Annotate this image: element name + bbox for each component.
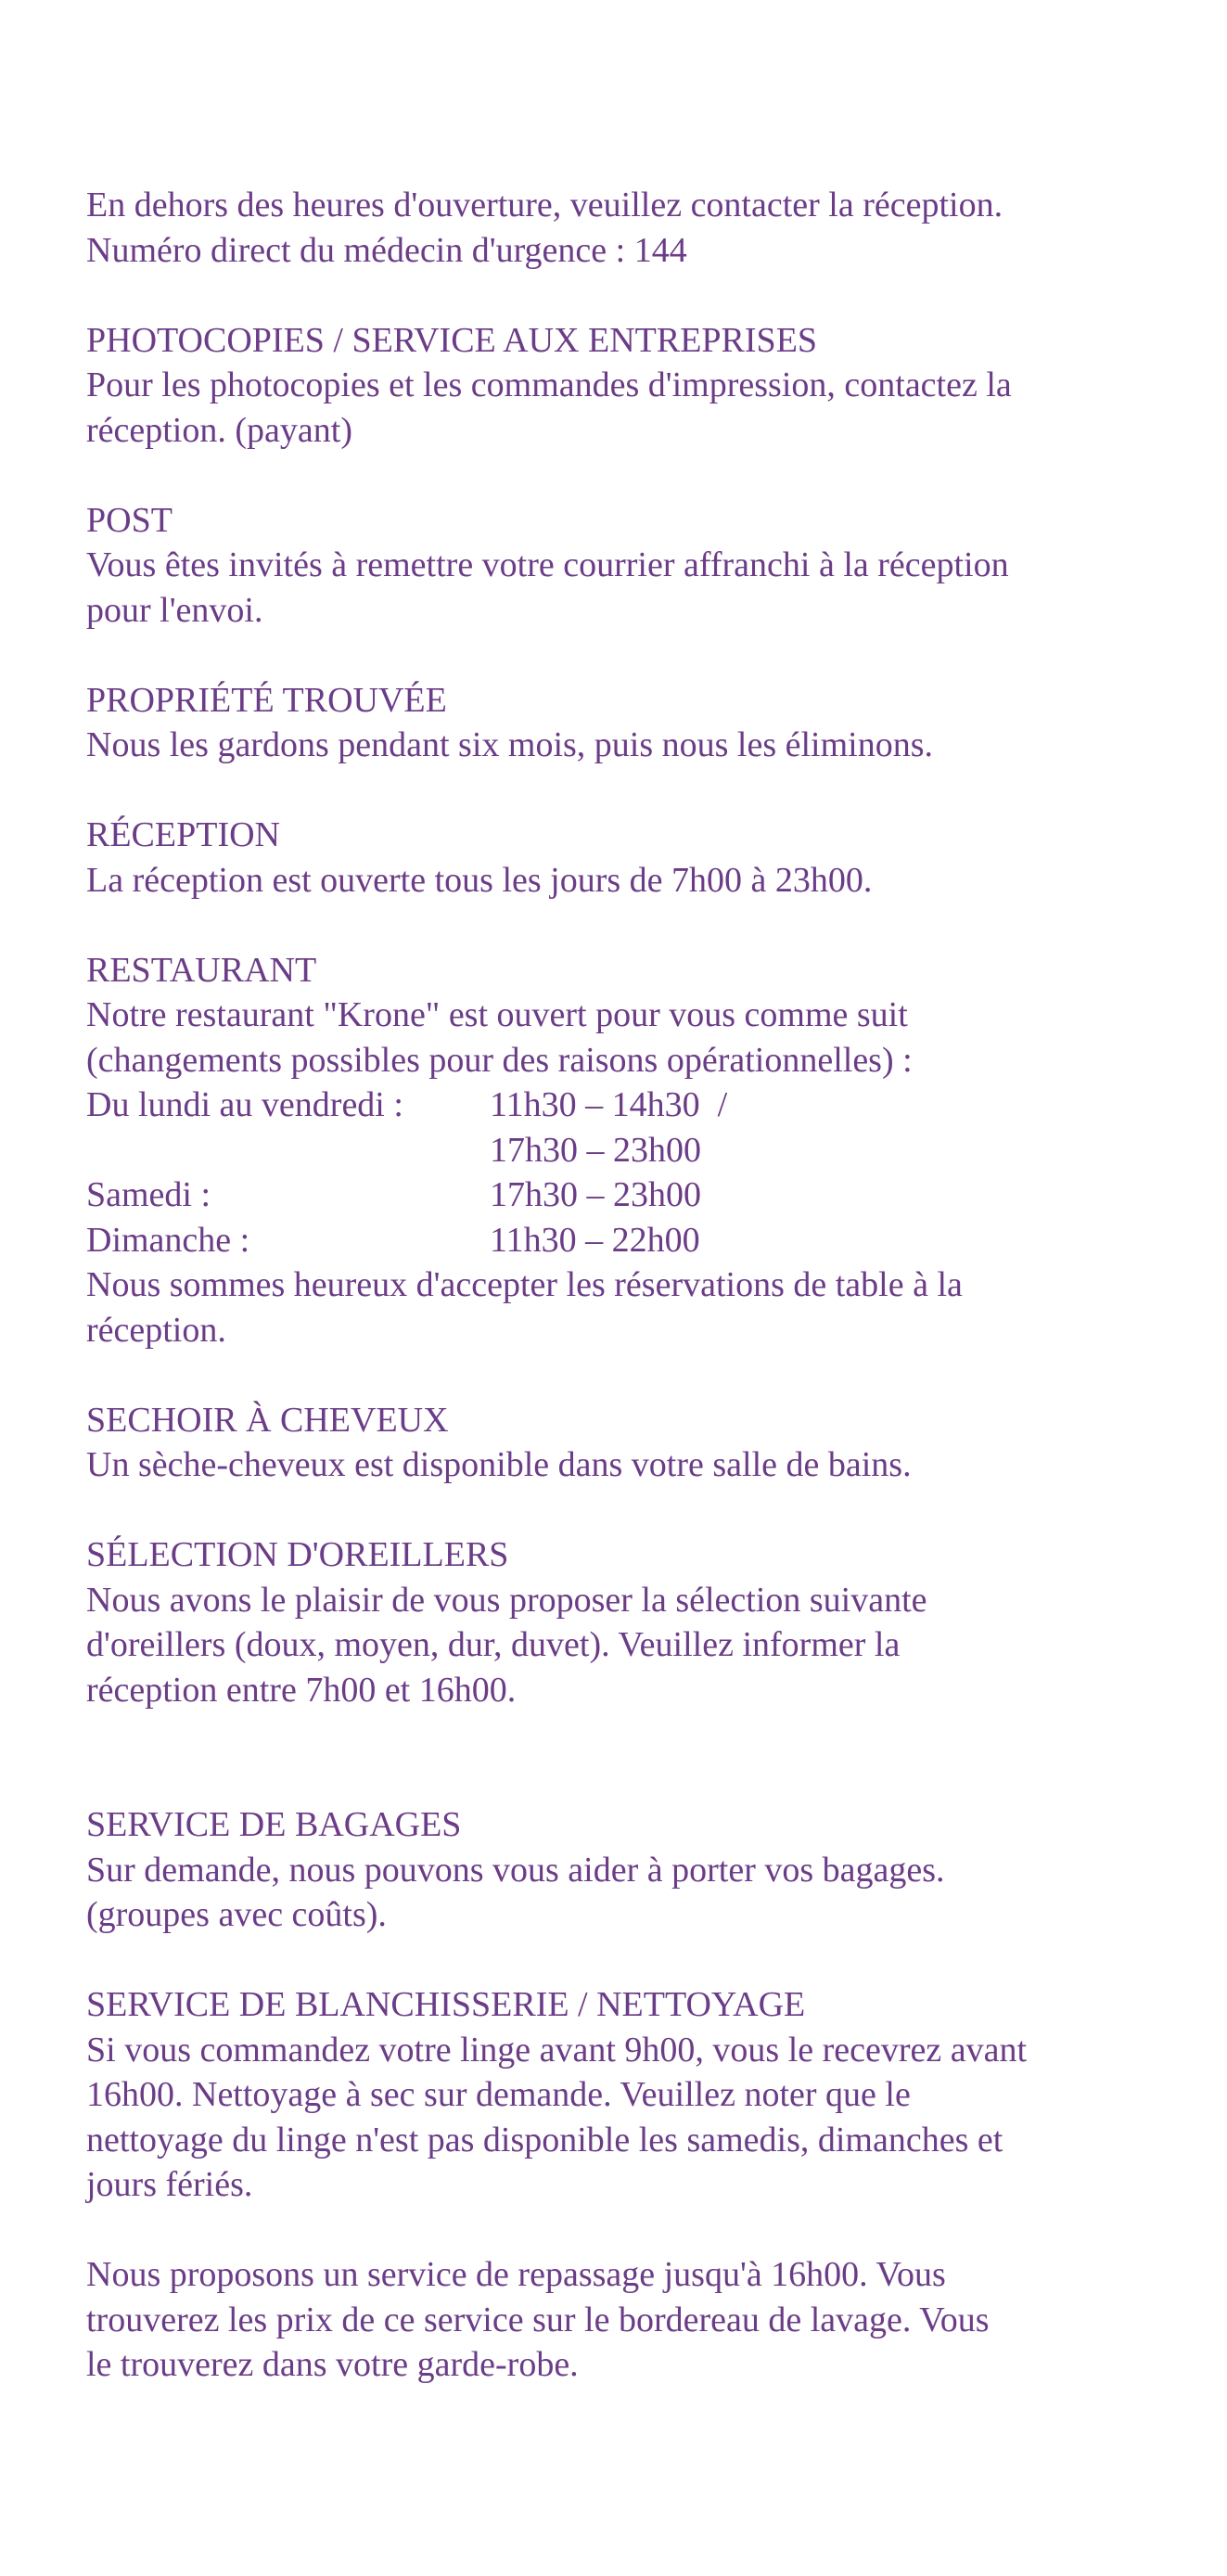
- post-section: [86, 498, 1199, 634]
- section-text: pour l'envoi.: [86, 590, 263, 630]
- section-heading: SERVICE DE BLANCHISSERIE / NETTOYAGE: [86, 1985, 806, 2024]
- spacer: [86, 768, 1199, 814]
- spacer: [86, 1352, 1199, 1398]
- section-text: Nous sommes heureux d'accepter les réservations de table à la: [86, 1265, 963, 1304]
- section-text: Nous les gardons pendant six mois, puis nous les éliminons.: [86, 725, 934, 764]
- intro-text: Numéro direct du médecin d'urgence : 144: [86, 230, 687, 270]
- intro-text: En dehors des heures d'ouverture, veuillez contacter la réception.: [86, 186, 1003, 224]
- section-text: (groupes avec coûts).: [86, 1895, 387, 1934]
- hours-day: [86, 1128, 490, 1173]
- spacer: [86, 273, 1199, 318]
- luggage-section: [86, 1802, 1199, 1938]
- section-text: nettoyage du linge n'est pas disponible les samedis, dimanches et: [86, 2120, 1003, 2159]
- intro-section: [86, 183, 1199, 273]
- hours-time: 17h30 – 23h00: [490, 1175, 701, 1214]
- section-heading: RÉCEPTION: [86, 815, 280, 854]
- section-text: Sur demande, nous pouvons vous aider à porter vos bagages.: [86, 1850, 945, 1890]
- spacer: [86, 1488, 1199, 1533]
- section-text: Nous avons le plaisir de vous proposer la sélection suivante: [86, 1580, 927, 1620]
- section-text: Vous êtes invités à remettre votre courrier affranchi à la réception: [86, 545, 1009, 584]
- spacer: [86, 2208, 1199, 2253]
- section-text: réception. (payant): [86, 410, 352, 450]
- hours-row: [86, 1083, 1199, 1128]
- spacer: [86, 453, 1199, 498]
- section-heading: PHOTOCOPIES / SERVICE AUX ENTREPRISES: [86, 320, 818, 360]
- spacer: [86, 903, 1199, 948]
- hours-row: [86, 1173, 1199, 1218]
- reception-section: [86, 813, 1199, 903]
- hours-row: [86, 1128, 1199, 1173]
- restaurant-section: [86, 948, 1199, 1353]
- pillows-section: [86, 1532, 1199, 1712]
- section-text: Nous proposons un service de repassage jusqu'à 16h00. Vous: [86, 2255, 946, 2294]
- section-text: 16h00. Nettoyage à sec sur demande. Veuillez noter que le: [86, 2075, 911, 2114]
- section-heading: RESTAURANT: [86, 950, 317, 990]
- section-heading: SERVICE DE BAGAGES: [86, 1805, 462, 1844]
- hair-dryer-section: [86, 1398, 1199, 1488]
- hours-day: Du lundi au vendredi :: [86, 1085, 403, 1124]
- spacer: [86, 1938, 1199, 1983]
- section-text: réception.: [86, 1310, 226, 1350]
- section-text: Un sèche-cheveux est disponible dans votre salle de bains.: [86, 1445, 912, 1484]
- spacer: [86, 1712, 1199, 1802]
- section-heading: PROPRIÉTÉ TROUVÉE: [86, 680, 447, 720]
- section-text: Pour les photocopies et les commandes d'impression, contactez la: [86, 365, 1012, 404]
- section-text: La réception est ouverte tous les jours de 7h00 à 23h00.: [86, 860, 873, 900]
- hours-time: 17h30 – 23h00: [490, 1130, 701, 1170]
- section-text: réception entre 7h00 et 16h00.: [86, 1670, 517, 1710]
- section-text: (changements possibles pour des raisons opérationnelles) :: [86, 1040, 913, 1080]
- section-text: jours fériés.: [86, 2165, 253, 2204]
- section-heading: SÉLECTION D'OREILLERS: [86, 1535, 509, 1574]
- section-heading: POST: [86, 500, 173, 540]
- document-page: [86, 183, 1199, 2388]
- laundry-section: [86, 1982, 1199, 2388]
- section-text: trouverez les prix de ce service sur le bordereau de lavage. Vous: [86, 2300, 990, 2339]
- section-text: Notre restaurant "Krone" est ouvert pour vous comme suit: [86, 995, 908, 1034]
- spacer: [86, 633, 1199, 678]
- section-text: d'oreillers (doux, moyen, dur, duvet). Veuillez informer la: [86, 1625, 901, 1664]
- hours-day: Dimanche :: [86, 1220, 250, 1260]
- hours-time: 11h30 – 22h00: [490, 1220, 700, 1260]
- section-text: le trouverez dans votre garde-robe.: [86, 2345, 579, 2384]
- hours-time: 11h30 – 14h30 /: [490, 1085, 728, 1124]
- photocopies-section: [86, 318, 1199, 454]
- hours-row: [86, 1218, 1199, 1263]
- hours-day: Samedi :: [86, 1175, 211, 1214]
- section-heading: SECHOIR À CHEVEUX: [86, 1400, 449, 1440]
- section-text: Si vous commandez votre linge avant 9h00, vous le recevrez avant: [86, 2030, 1028, 2070]
- lost-property-section: [86, 678, 1199, 768]
